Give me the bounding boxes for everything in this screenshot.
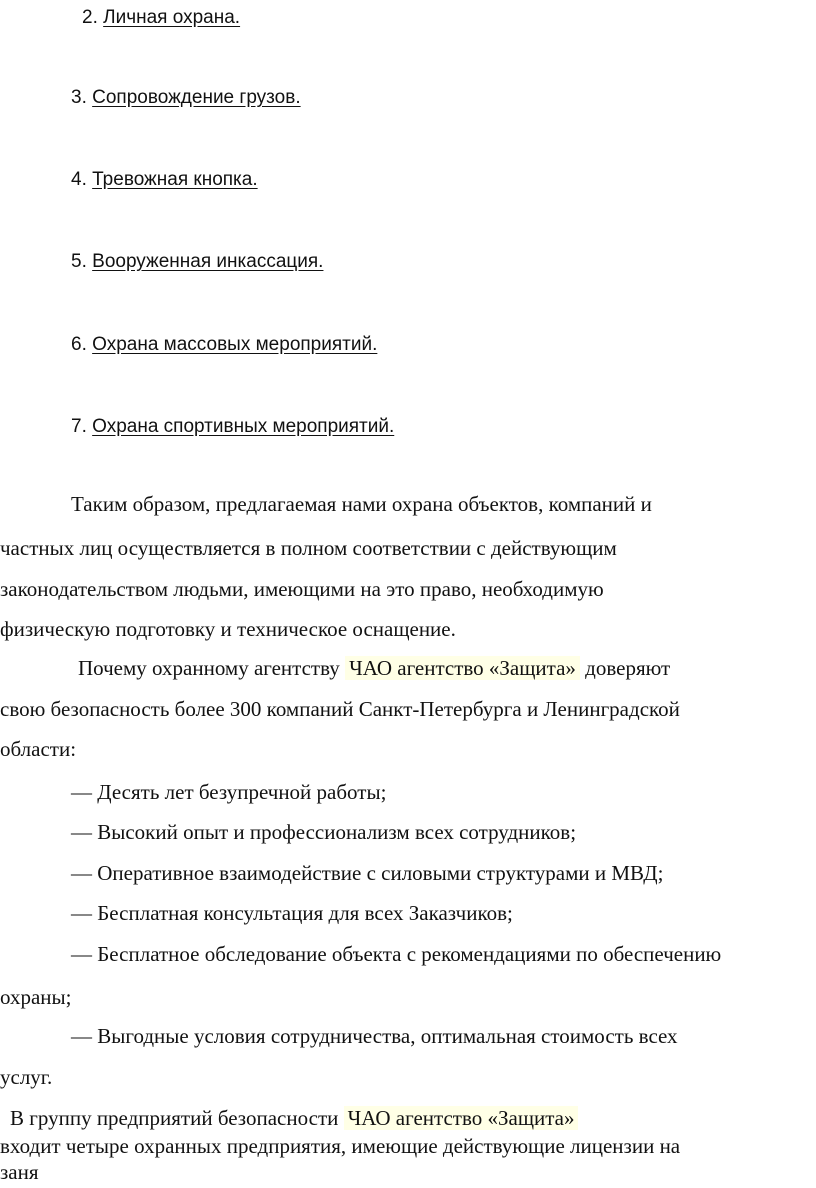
bullet-item: — Десять лет безупречной работы; [71,780,387,804]
bullet-item: — Оперативное взаимодействие с силовыми структурами и МВД; [71,861,664,885]
list-number: 4. [71,169,87,190]
list-link[interactable]: Тревожная кнопка. [92,169,258,190]
paragraph-line: физическую подготовку и техническое оснащение. [0,617,456,641]
bullet-item: — Бесплатное обследование объекта с рекомендациями по обеспечению [71,942,722,966]
paragraph-line: законодательством людьми, имеющими на это право, необходимую [0,577,604,601]
paragraph-line [78,656,670,680]
bullet-item-continuation: услуг. [0,1065,53,1089]
list-item [71,415,394,439]
paragraph-line: области: [0,737,77,761]
list-item [71,168,258,192]
paragraph-line: частных лиц осуществляется в полном соответствии с действующим [0,536,617,560]
bullet-item: — Выгодные условия сотрудничества, оптимальная стоимость всех [71,1024,678,1048]
list-link[interactable]: Сопровождение грузов. [92,87,301,108]
paragraph-line [10,1106,578,1130]
list-link[interactable]: Вооруженная инкассация. [92,251,324,272]
paragraph-line: заня [0,1160,39,1184]
paragraph-line: входит четыре охранных предприятия, имеющие действующие лицензии на [0,1134,681,1158]
list-number: 7. [71,416,87,437]
paragraph-line: Таким образом, предлагаемая нами охрана объектов, компаний и [71,492,652,516]
bullet-item: — Бесплатная консультация для всех Заказчиков; [71,901,513,925]
bullet-item: — Высокий опыт и профессионализм всех сотрудников; [71,820,577,844]
paragraph-text: доверяют [585,656,671,680]
company-name: ЧАО агентство «Защита» [344,1106,579,1130]
list-item [82,6,240,30]
list-number: 3. [71,87,87,108]
company-name: ЧАО агентство «Защита» [345,656,580,680]
list-number: 2. [82,7,98,28]
paragraph-text: В группу предприятий безопасности [10,1106,339,1130]
list-item [71,333,377,357]
list-link[interactable]: Личная охрана. [103,7,241,28]
bullet-item-continuation: охраны; [0,985,72,1009]
paragraph-text: Почему охранному агентству [78,656,340,680]
list-number: 6. [71,334,87,355]
list-link[interactable]: Охрана спортивных мероприятий. [92,416,395,437]
list-link[interactable]: Охрана массовых мероприятий. [92,334,378,355]
list-item [71,250,323,274]
paragraph-line: свою безопасность более 300 компаний Санкт-Петербурга и Ленинградской [0,697,680,721]
list-number: 5. [71,251,87,272]
list-item [71,86,301,110]
